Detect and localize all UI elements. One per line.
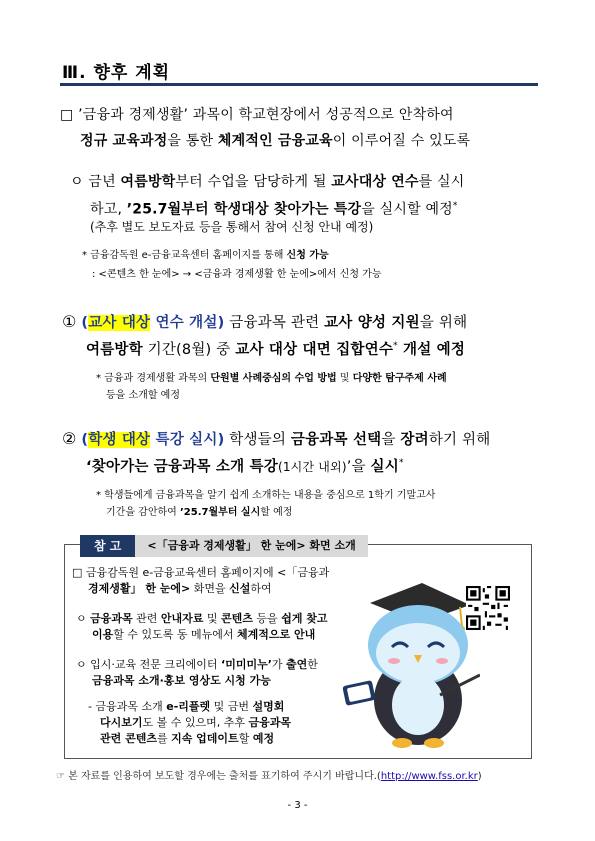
pointing-hand-icon: ☞ — [56, 771, 65, 782]
item2-number: ② — [62, 429, 77, 448]
item1-line-2: 여름방학 기간(8월) 중 교사 대상 대면 집합연수* 개설 예정 — [86, 341, 466, 358]
item1-line-1: ① (교사 대상 연수 개설) 금융과목 관련 교사 양성 지원을 위해 — [62, 312, 468, 331]
item1-tag: 교사 대상 — [88, 315, 151, 331]
bullet1-line-3: (추후 별도 보도자료 등을 통해서 참여 신청 안내 예정) — [90, 220, 374, 234]
item2-note-line-2: 기간을 감안하여 ’25.7월부터 실시할 예정 — [106, 507, 293, 518]
ref-para-line-2: 경제생활」 한 눈에> 화면을 신설하여 — [88, 582, 272, 595]
ref-dash-line-3: 관련 콘텐츠를 지속 업데이트할 예정 — [100, 732, 275, 745]
section-title: Ⅲ. 향후 계획 — [62, 63, 171, 83]
item2-tag: 학생 대상 — [88, 432, 151, 448]
ref-dash-line-1: - 금융과목 소개 e-리플렛 및 금번 설명회 — [88, 700, 285, 713]
ref-bullet1-line-1: ㅇ 금융과목 관련 안내자료 및 콘텐츠 등을 쉽게 찾고 — [76, 612, 328, 625]
item1-note-line-2: 등을 소개할 예정 — [106, 390, 180, 401]
item2-note-line-1: * 학생들에게 금융과목을 알기 쉽게 소개하는 내용을 중심으로 1학기 기말고사 — [96, 490, 436, 501]
fss-link[interactable]: http://www.fss.or.kr — [380, 771, 478, 782]
owl-mascot-illustration — [330, 575, 480, 750]
item2-line-1: ② (학생 대상 특강 실시) 학생들의 금융과목 선택을 장려하기 위해 — [62, 429, 491, 448]
intro-line-1: □ ’금융과 경제생활’ 과목이 학교현장에서 성공적으로 안착하여 — [60, 107, 454, 123]
ref-bullet2-line-2: 금융과목 소개·홍보 영상도 시청 가능 — [92, 674, 271, 687]
ref-bullet2-line-1: ㅇ 입시·교육 전문 크리에이터 ‘미미미누’가 출연한 — [76, 658, 318, 671]
note1-line-2: : <콘텐츠 한 눈에> → <금융과 경제생활 한 눈에>에서 신청 가능 — [92, 269, 382, 280]
reference-tag: 참 고 — [80, 535, 135, 557]
reference-heading: <「금융과 경제생활」 한 눈에> 화면 소개 — [135, 535, 367, 557]
item1-note-line-1: * 금융과 경제생활 과목의 단원별 사례중심의 수업 방법 및 다양한 탐구주제 사례 — [96, 373, 447, 384]
bullet1-line-2: 하고, ’25.7월부터 학생대상 찾아가는 특강을 실시할 예정* — [90, 201, 458, 218]
reference-header — [80, 535, 368, 557]
page-number: - 3 - — [287, 800, 308, 811]
square-marker: □ — [60, 107, 74, 123]
citation-note: ☞ 본 자료를 인용하여 보도할 경우에는 출처를 표기하여 주시기 바랍니다.(http://www.fss.or.kr) — [56, 771, 482, 782]
item1-number: ① — [62, 312, 77, 331]
ref-dash-line-2: 다시보기도 볼 수 있으며, 추후 금융과목 — [100, 716, 292, 729]
item2-line-2: ‘찾아가는 금융과목 소개 특강(1시간 내외)’을 실시* — [86, 458, 404, 475]
ref-bullet1-line-2: 이용할 수 있도록 동 메뉴에서 체계적으로 안내 — [92, 628, 316, 641]
note1-line-1: * 금융감독원 e-금융교육센터 홈페이지를 통해 신청 가능 — [82, 250, 329, 261]
intro-line-2: 정규 교육과정을 통한 체계적인 금융교육이 이루어질 수 있도록 — [80, 133, 471, 149]
title-underline — [60, 83, 538, 86]
qr-code-icon[interactable] — [466, 586, 510, 630]
ref-para-line-1: □ 금융감독원 e-금융교육센터 홈페이지에 <「금융과 — [72, 566, 330, 579]
bullet1-line-1: ㅇ 금년 여름방학부터 수업을 담당하게 될 교사대상 연수를 실시 — [70, 174, 465, 190]
